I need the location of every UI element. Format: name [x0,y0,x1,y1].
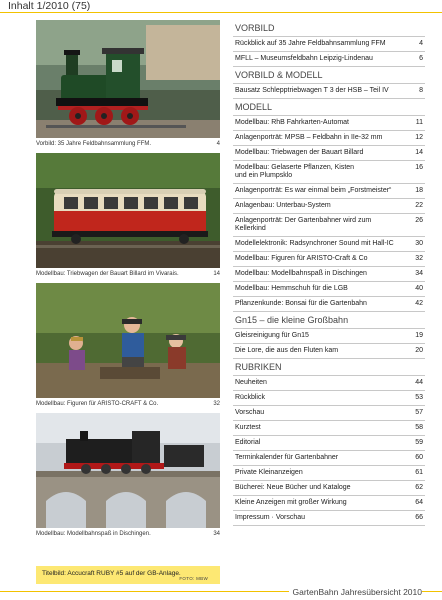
toc-entry-page: 8 [419,87,423,94]
toc-entry [233,116,425,131]
toc-entry-page: 61 [415,469,423,476]
toc-entry-title: Modellbau: Modellbahnspaß in Dischingen [235,270,367,277]
toc-entry-page: 59 [415,439,423,446]
photo-caption-4: Modellbau: Modellbahnspaß in Dischingen. 34 [36,531,220,537]
toc-entry [233,199,425,214]
toc-entry-title: Modellelektronik: Radsynchroner Sound mit Hall-IC [235,240,394,247]
toc-entry [233,184,425,199]
toc-entry-page: 32 [415,255,423,262]
toc-entry-page: 58 [415,424,423,431]
toc-entry-page: 26 [415,217,423,224]
toc-entry [233,466,425,481]
toc-entry [233,131,425,146]
toc-entry-title: Gleisreinigung für Gn15 [235,332,309,339]
photo-billard-railcar [36,153,220,268]
toc-entry-page: 22 [415,202,423,209]
toc-entry [233,344,425,359]
toc-entry-page: 18 [415,187,423,194]
toc-entry [233,391,425,406]
toc-entry-page: 53 [415,394,423,401]
photo-caption-1: Vorbild: 35 Jahre Feldbahnsammlung FFM. 4 [36,141,220,147]
section-heading-vorbild: VORBILD [233,20,425,37]
toc-entry [233,252,425,267]
toc-entry-title: Private Kleinanzeigen [235,469,303,476]
toc-entry-title: MFLL – Museumsfeldbahn Leipzig-Lindenau [235,55,373,62]
footer-title: GartenBahn Jahresübersicht 2010 [289,586,422,598]
toc-entry-page: 14 [415,149,423,156]
cover-photo-box [36,566,220,584]
toc-entry [233,282,425,297]
toc-entry-page: 16 [415,164,423,171]
toc-entry-page: 12 [415,134,423,141]
toc-entry [233,496,425,511]
photo-steam-locomotive [36,20,220,138]
toc-entry-title: Modellbau: RhB Fahrkarten-Automat [235,119,349,126]
toc-entry-title: Modellbau: Hemmschuh für die LGB [235,285,348,292]
header-rule [0,12,442,13]
toc-entry [233,37,425,52]
toc-entry-page: 40 [415,285,423,292]
photo-caption-3: Modellbau: Figuren für ARISTO-CRAFT & Co. 32 [36,401,220,407]
toc-entry [233,237,425,252]
section-heading-vorbild-modell: VORBILD & MODELL [233,67,425,84]
page-header [0,0,442,14]
toc-entry-title: Anlagenbau: Unterbau-System [235,202,331,209]
toc-entry [233,267,425,282]
table-of-contents [233,20,425,526]
photo-credit: FOTO: MBW [179,576,208,581]
toc-entry-title: Modellbau: Triebwagen der Bauart Billard [235,149,364,156]
toc-entry-page: 4 [419,40,423,47]
toc-entry-title: Kleine Anzeigen mit großer Wirkung [235,499,347,506]
toc-entry [233,161,425,184]
issue-title: Inhalt 1/2010 (75) [8,0,91,12]
photo-figures [36,283,220,398]
toc-entry [233,451,425,466]
toc-entry-title: Terminkalender für Gartenbahner [235,454,339,461]
toc-entry [233,376,425,391]
toc-entry-title: Neuheiten [235,379,267,386]
toc-entry [233,214,425,237]
toc-entry-title: Anlagenporträt: MPSB – Feldbahn in IIe-32 mm [235,134,383,141]
toc-entry-page: 20 [415,347,423,354]
section-heading-rubriken: RUBRIKEN [233,359,425,376]
page-footer [0,586,442,600]
toc-entry-page: 62 [415,484,423,491]
photo-dischingen-viaduct [36,413,220,528]
toc-entry-title: Bücherei: Neue Bücher und Kataloge [235,484,351,491]
toc-entry-title: Editorial [235,439,261,446]
toc-entry-page: 44 [415,379,423,386]
toc-entry [233,406,425,421]
toc-entry [233,52,425,67]
toc-entry-title: Bausatz Schlepptriebwagen T 3 der HSB – Teil IV [235,87,389,94]
toc-entry-page: 42 [415,300,423,307]
toc-entry-title: Modellbau: Figuren für ARISTO-Craft & Co [235,255,368,262]
toc-entry-title: Rückblick [235,394,265,401]
toc-entry [233,421,425,436]
toc-entry-page: 66 [415,514,423,521]
toc-entry [233,511,425,526]
toc-entry-title: Modellbau: Gelaserte Pflanzen, Kisten und ein Plumpsklo [235,164,355,179]
toc-entry [233,84,425,99]
section-heading-gn15: Gn15 – die kleine Großbahn [233,312,425,329]
toc-entry-title: Pflanzenkunde: Bonsai für die Gartenbahn [235,300,367,307]
toc-entry [233,436,425,451]
toc-entry-page: 11 [415,119,423,126]
toc-entry-page: 57 [415,409,423,416]
toc-entry-page: 19 [415,332,423,339]
toc-entry-title: Vorschau [235,409,265,416]
toc-entry [233,297,425,312]
toc-entry [233,329,425,344]
cover-photo-caption: Titelbild: Accucraft RUBY #5 auf der GB-Anlage. [42,570,181,577]
toc-entry-page: 6 [419,55,423,62]
toc-entry-title: Impressum · Vorschau [235,514,306,521]
toc-entry-title: Anlagenporträt: Der Gartenbahner wird zum Kellerkind [235,217,372,232]
photo-caption-2: Modellbau: Triebwagen der Bauart Billard im Vivarais. 14 [36,271,220,277]
toc-entry-page: 30 [415,240,423,247]
toc-entry [233,146,425,161]
toc-entry-page: 34 [415,270,423,277]
toc-entry-title: Rückblick auf 35 Jahre Feldbahnsammlung FFM [235,40,386,47]
toc-entry-page: 64 [415,499,423,506]
toc-entry-title: Anlagenporträt: Es war einmal beim „Forstmeister“ [235,187,392,194]
toc-entry-title: Kurztest [235,424,261,431]
toc-entry-page: 60 [415,454,423,461]
toc-entry [233,481,425,496]
toc-entry-title: Die Lore, die aus den Fluten kam [235,347,339,354]
section-heading-modell: MODELL [233,99,425,116]
